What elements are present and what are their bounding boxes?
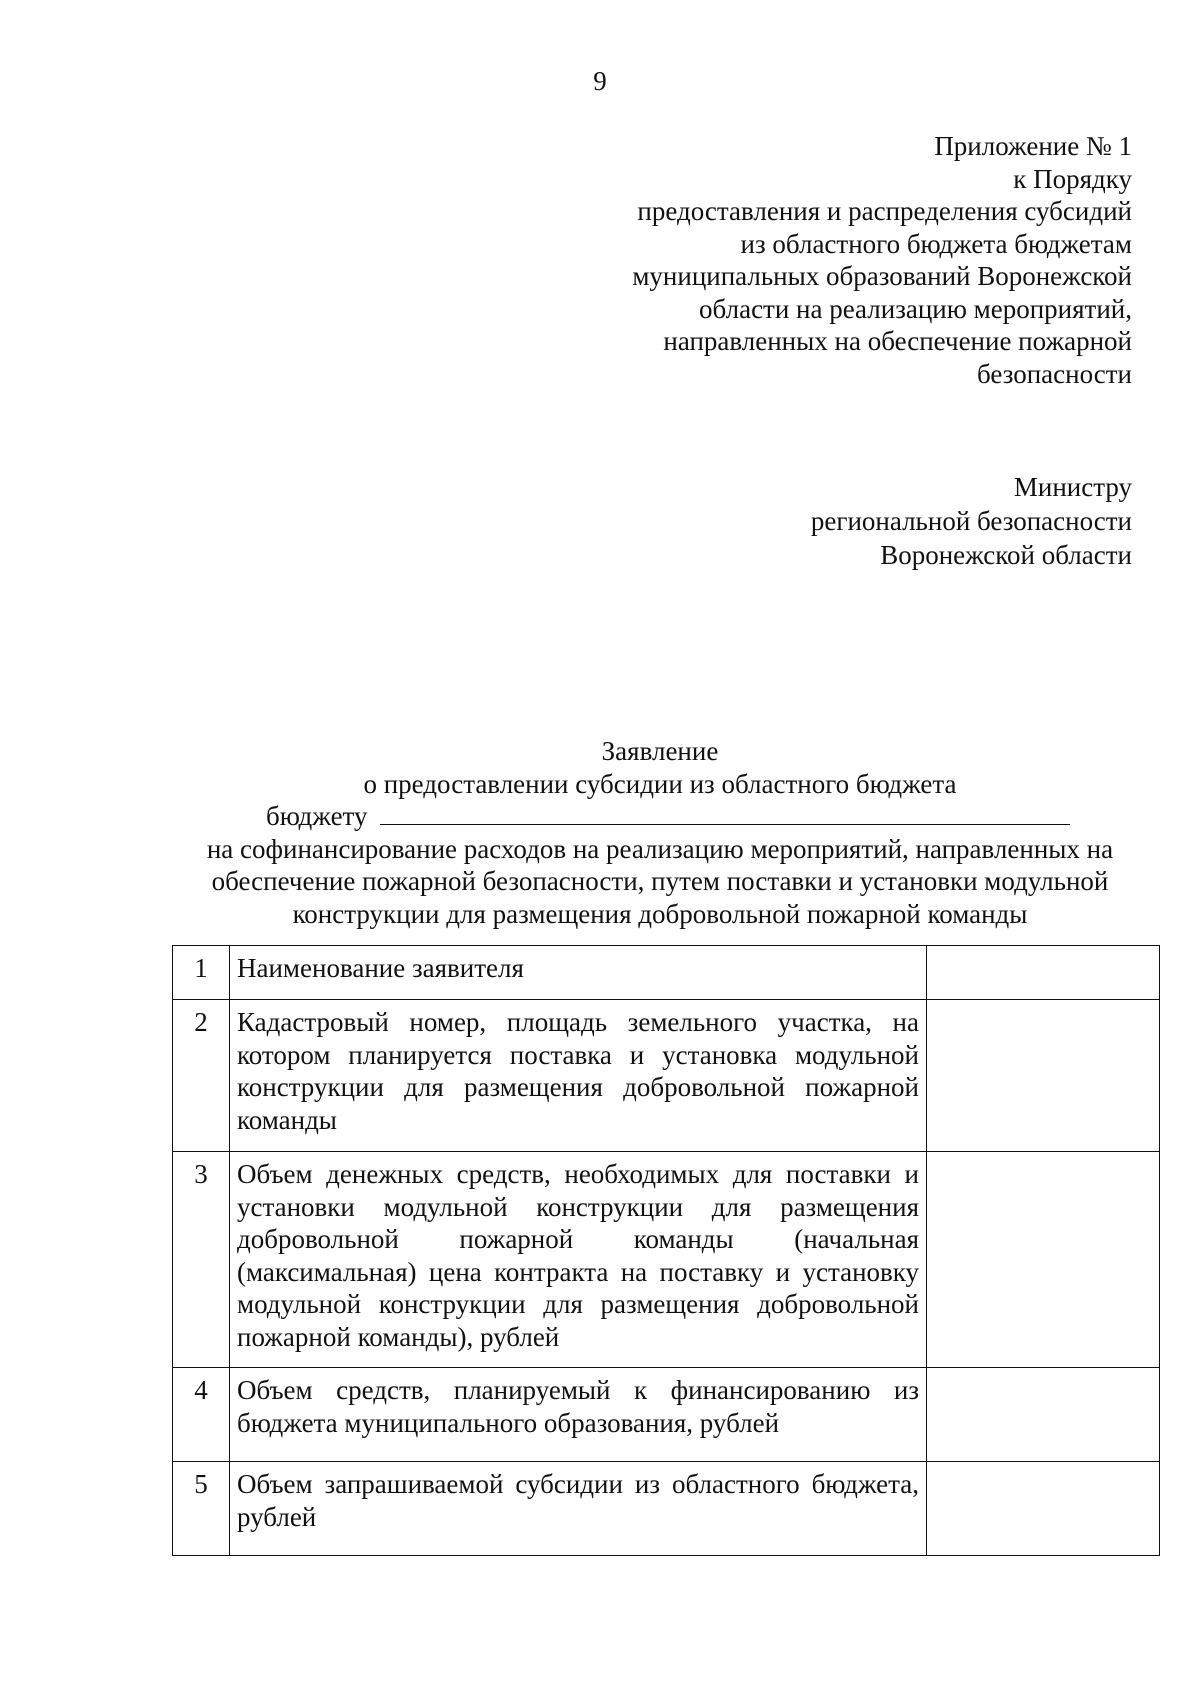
budget-line <box>170 800 1150 833</box>
row-number: 5 <box>173 1462 230 1556</box>
row-value-cell[interactable] <box>927 1368 1160 1462</box>
purpose-line: конструкции для размещения добровольной пожарной команды <box>292 898 1028 929</box>
appendix-line: направленных на обеспечение пожарной <box>663 326 1132 356</box>
appendix-header <box>532 130 1132 390</box>
appendix-line: муниципальных образований Воронежской <box>632 261 1132 291</box>
table-row <box>173 1368 1160 1462</box>
appendix-line: из областного бюджета бюджетам <box>740 228 1132 259</box>
row-number: 2 <box>173 1000 230 1152</box>
table-row <box>173 1462 1160 1556</box>
row-value-cell[interactable] <box>927 1152 1160 1368</box>
row-description: Объем запрашиваемой субсидии из областного бюджета, рублей <box>230 1462 927 1556</box>
purpose-line: обеспечение пожарной безопасности, путем поставки и установки модульной <box>211 866 1109 896</box>
table-row <box>173 946 1160 1000</box>
addressee <box>612 470 1132 572</box>
addressee-line: Министру <box>1013 472 1132 502</box>
row-description: Кадастровый номер, площадь земельного участка, на котором планируется поставка и установка модульной конструкции для размещения добровольной пожарной команды <box>230 1000 927 1152</box>
row-value-cell[interactable] <box>927 1462 1160 1556</box>
budget-label: бюджету <box>266 801 368 831</box>
row-value-cell[interactable] <box>927 1000 1160 1152</box>
statement-heading <box>170 735 1150 930</box>
appendix-line: Приложение № 1 <box>934 131 1132 161</box>
application-table <box>172 945 1160 1556</box>
appendix-line: безопасности <box>977 358 1132 389</box>
table-row <box>173 1152 1160 1368</box>
budget-blank-field[interactable] <box>380 802 1070 825</box>
row-description: Объем средств, планируемый к финансированию из бюджета муниципального образования, рублей <box>230 1368 927 1462</box>
table-row <box>173 1000 1160 1152</box>
appendix-line: предоставления и распределения субсидий <box>637 196 1132 226</box>
purpose-line: на софинансирование расходов на реализацию мероприятий, направленных на <box>206 833 1114 864</box>
statement-subtitle: о предоставлении субсидии из областного бюджета <box>363 768 957 799</box>
row-description: Наименование заявителя <box>230 946 927 1000</box>
row-number: 4 <box>173 1368 230 1462</box>
row-value-cell[interactable] <box>927 946 1160 1000</box>
row-number: 3 <box>173 1152 230 1368</box>
addressee-line: Воронежской области <box>880 540 1132 570</box>
statement-title: Заявление <box>601 736 719 766</box>
addressee-line: региональной безопасности <box>810 506 1132 536</box>
row-number: 1 <box>173 946 230 1000</box>
appendix-line: области на реализацию мероприятий, <box>699 293 1132 324</box>
appendix-line: к Порядку <box>1013 163 1132 194</box>
page-number: 9 <box>593 66 607 96</box>
row-description: Объем денежных средств, необходимых для поставки и установки модульной конструкции для размещения добровольной пожарной команды (начальная (максимальная) цена контракта на поставку и установку модульной конструкции для размещения добровольной пожарной команды), рублей <box>230 1152 927 1368</box>
